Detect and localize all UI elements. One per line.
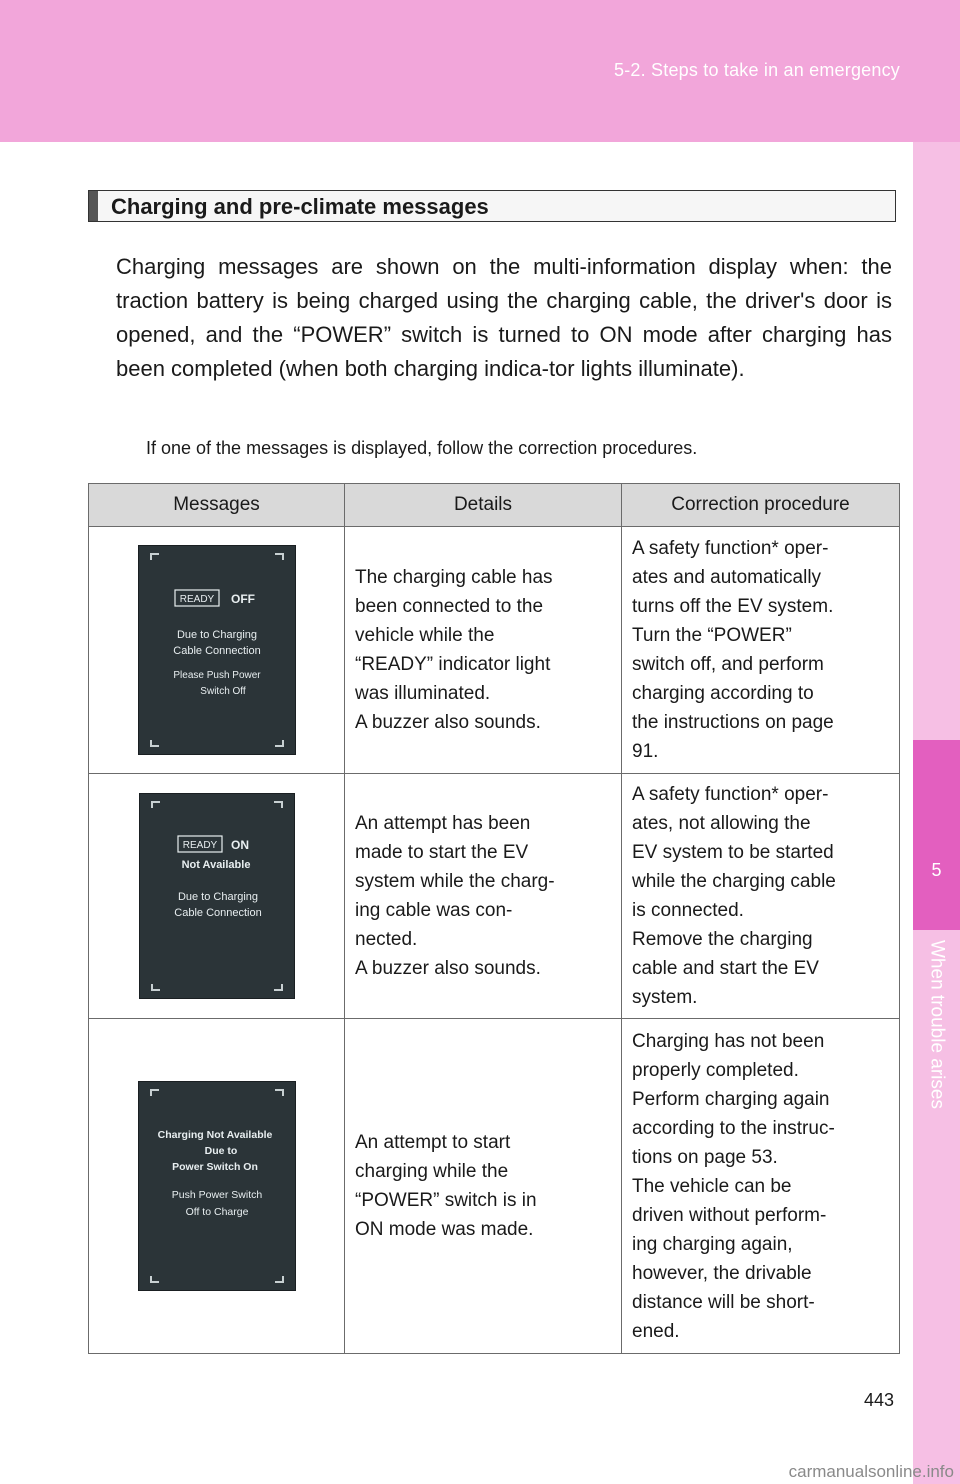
svg-text:Cable Connection: Cable Connection xyxy=(172,645,261,657)
correction-cell: A safety function* oper- ates and automatically turns off the EV system. Turn the “POWER” switch off, and perform charging according to the instructions on page 91. xyxy=(622,527,900,774)
svg-text:Push Power Switch: Push Power Switch xyxy=(171,1189,262,1201)
table-row xyxy=(89,1019,900,1354)
section-heading xyxy=(88,190,896,222)
watermark[interactable]: carmanualsonline.info xyxy=(788,1462,954,1481)
header-messages: Messages xyxy=(89,484,345,527)
correction-cell: Charging has not been properly completed. Perform charging again according to the instruc- tions on page 53. The vehicle can be driven without perform- ing charging again, however, the drivable distance will be short- ened. xyxy=(622,1019,900,1354)
message-cell xyxy=(89,774,345,1019)
display-screen-image xyxy=(138,1081,296,1291)
header-details: Details xyxy=(345,484,622,527)
messages-table xyxy=(88,483,900,1354)
ready-badge: READY xyxy=(182,840,217,851)
svg-text:Charging Not Available: Charging Not Available xyxy=(157,1129,272,1141)
message-cell xyxy=(89,1019,345,1354)
display-screen-image xyxy=(139,793,295,999)
section-title: Charging and pre-climate messages xyxy=(111,194,489,219)
page-number: 443 xyxy=(863,1390,894,1410)
table-row xyxy=(89,527,900,774)
running-head: 5-2. Steps to take in an emergency xyxy=(614,60,900,80)
header-correction: Correction procedure xyxy=(622,484,900,527)
svg-text:Not Available: Not Available xyxy=(181,859,250,871)
badge-status: OFF xyxy=(230,592,255,606)
svg-text:Power Switch On: Power Switch On xyxy=(171,1161,258,1173)
chapter-tab xyxy=(913,740,960,930)
svg-text:Due to Charging: Due to Charging xyxy=(176,629,257,641)
svg-text:Due to Charging: Due to Charging xyxy=(177,891,258,903)
table-header-row xyxy=(89,484,900,527)
svg-text:Cable Connection: Cable Connection xyxy=(173,907,262,919)
intro-paragraph: Charging messages are shown on the multi-information display when: the traction battery is being charged using the charging cable, the driver's door is opened, and the “POWER” switch is turned to ON mode after charging has been completed (when both charging indica-tor lights illuminate). xyxy=(116,254,892,381)
chapter-label: When trouble arises xyxy=(926,940,948,1109)
svg-text:Due to: Due to xyxy=(204,1145,237,1157)
details-cell: An attempt to start charging while the “POWER” switch is in ON mode was made. xyxy=(345,1019,622,1354)
heading-bar xyxy=(89,191,98,221)
svg-text:Off to Charge: Off to Charge xyxy=(185,1206,248,1218)
details-cell: An attempt has been made to start the EV system while the charg- ing cable was con- nected. A buzzer also sounds. xyxy=(345,774,622,1019)
chapter-number: 5 xyxy=(931,860,942,880)
correction-cell: A safety function* oper- ates, not allowing the EV system to be started while the charging cable is connected. Remove the charging cable and start the EV system. xyxy=(622,774,900,1019)
display-screen-image xyxy=(138,545,296,755)
note-text: If one of the messages is displayed, follow the correction procedures. xyxy=(146,438,698,458)
svg-text:Please Push Power: Please Push Power xyxy=(172,670,261,681)
table-row xyxy=(89,774,900,1019)
svg-text:Switch Off: Switch Off xyxy=(199,686,246,697)
details-cell: The charging cable has been connected to the vehicle while the “READY” indicator light was illuminated. A buzzer also sounds. xyxy=(345,527,622,774)
message-cell xyxy=(89,527,345,774)
ready-badge: READY xyxy=(179,594,214,605)
badge-status: ON xyxy=(230,838,249,852)
